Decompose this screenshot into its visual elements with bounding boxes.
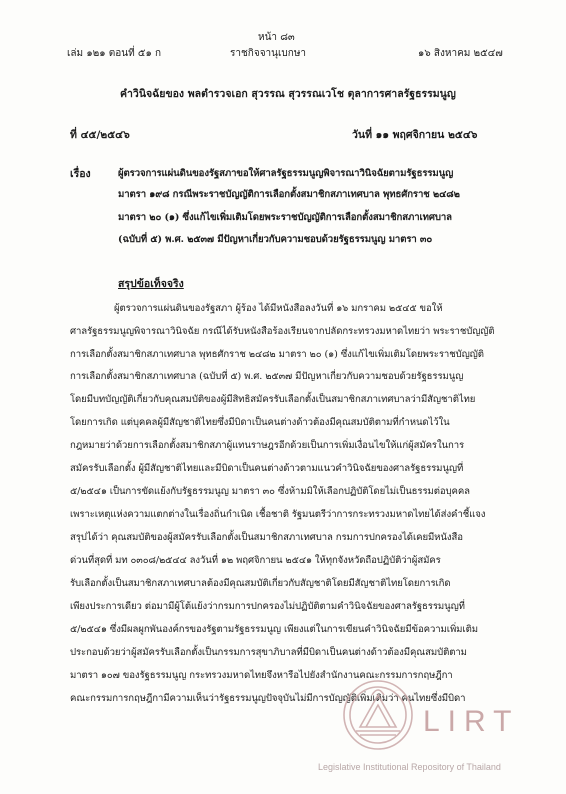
body-line: ประกอบด้วยว่าผู้สมัครรับเลือกตั้งเป็นกรรมการสุขาภิบาลที่มีบิดาเป็นคนต่างด้าวต้องมีคุณสมบัติตาม xyxy=(70,647,467,658)
body-line: การเลือกตั้งสมาชิกสภาเทศบาล พุทธศักราช ๒๔๘๒ มาตรา ๒๐ (๑) ซึ่งแก้ไขเพิ่มเติมโดยพระราชบัญญัติ xyxy=(70,349,484,360)
subject-line: ผู้ตรวจการแผ่นดินของรัฐสภาขอให้ศาลรัฐธรรมนูญพิจารณาวินิจฉัยตามรัฐธรรมนูญ xyxy=(118,168,454,179)
body-line: โดยมีบทบัญญัติเกี่ยวกับคุณสมบัติของผู้มีสิทธิสมัครรับเลือกตั้งเป็นสมาชิกสภาเทศบาลว่ามีสัญชาติไทย xyxy=(70,394,476,405)
subject-label: เรื่อง xyxy=(70,168,91,180)
body-line: เพียงประการเดียว ต่อมามีผู้โต้แย้งว่ากรมการปกครองไม่ปฏิบัติตามคำวินิจฉัยของศาลรัฐธรรมนูญที่ xyxy=(70,601,465,612)
watermark-logo-text: LIRT xyxy=(423,705,520,738)
body-line: สมัครรับเลือกตั้ง ผู้มีสัญชาติไทยและมีบิดาเป็นคนต่างด้าวตามแนวคำวินิจฉัยของศาลรัฐธรรมนูญที่ xyxy=(70,463,464,474)
body-line: ๕/๒๕๔๑ ซึ่งมีผลผูกพันองค์กรของรัฐตามรัฐธรรมนูญ เพียงแต่ในการเขียนคำวินิจฉัยมีข้อความเพิ่มเติม xyxy=(70,624,478,635)
body-line: ผู้ตรวจการแผ่นดินของรัฐสภา ผู้ร้อง ได้มีหนังสือลงวันที่ ๑๖ มกราคม ๒๕๔๕ ขอให้ xyxy=(114,303,443,314)
body-line: ๕/๒๕๔๑ เป็นการขัดแย้งกับรัฐธรรมนูญ มาตรา ๓๐ ซึ่งห้ามมิให้เลือกปฏิบัติโดยไม่เป็นธรรมต่อบุคคล xyxy=(70,486,470,497)
subject-line: มาตรา ๒๐ (๑) ซึ่งแก้ไขเพิ่มเติมโดยพระราชบัญญัติการเลือกตั้งสมาชิกสภาเทศบาล xyxy=(118,212,452,223)
body-line: รับเลือกตั้งเป็นสมาชิกสภาเทศบาลต้องมีคุณสมบัติเกี่ยวกับสัญชาติโดยมีสัญชาติไทยโดยการเกิด xyxy=(70,578,451,589)
body-line: เพราะเหตุแห่งความแตกต่างในเรื่องถิ่นกำเนิด เชื้อชาติ รัฐมนตรีว่าการกระทรวงมหาดไทยได้ส่งคำชี้แจง xyxy=(70,509,486,520)
subject-line: มาตรา ๑๙๘ กรณีพระราชบัญญัติการเลือกตั้งสมาชิกสภาเทศบาล พุทธศักราช ๒๔๘๒ xyxy=(118,189,460,200)
body-line: ศาลรัฐธรรมนูญพิจารณาวินิจฉัย กรณีได้รับหนังสือร้องเรียนจากปลัดกระทรวงมหาดไทยว่า พระราชบัญญัติ xyxy=(70,326,495,337)
decision-number: ที่ ๔๕/๒๕๔๖ xyxy=(70,129,130,141)
gazette-date: ๑๖ สิงหาคม ๒๕๔๗ xyxy=(418,48,503,59)
document-title: คำวินิจฉัยของ พลตำรวจเอก สุวรรณ สุวรรณเวโช ตุลาการศาลรัฐธรรมนูญ xyxy=(120,88,456,100)
gazette-name: ราชกิจจานุเบกษา xyxy=(230,48,307,59)
watermark-caption: Legislative Institutional Repository of Thailand xyxy=(318,762,501,772)
repository-watermark xyxy=(318,675,558,775)
body-line: โดยการเกิด แต่บุคคลผู้มีสัญชาติไทยซึ่งมีบิดาเป็นคนต่างด้าวต้องมีคุณสมบัติตามที่กำหนดไว้ใน xyxy=(70,417,450,428)
body-line: สรุปได้ว่า คุณสมบัติของผู้สมัครรับเลือกตั้งเป็นสมาชิกสภาเทศบาล กรมการปกครองได้เคยมีหนังสือ xyxy=(70,532,463,543)
parliament-seal-icon xyxy=(338,675,418,757)
section-heading: สรุปข้อเท็จจริง xyxy=(118,278,184,290)
page-number: หน้า ๘๓ xyxy=(258,32,295,43)
decision-date: วันที่ ๑๑ พฤศจิกายน ๒๕๔๖ xyxy=(352,129,478,141)
subject-line: (ฉบับที่ ๕) พ.ศ. ๒๕๓๗ มีปัญหาเกี่ยวกับความชอบด้วยรัฐธรรมนูญ มาตรา ๓๐ xyxy=(118,234,433,245)
body-line: ด่วนที่สุดที่ มท ๐๓๐๘/๒๕๔๔ ลงวันที่ ๑๒ พฤศจิกายน ๒๕๔๑ ให้ทุกจังหวัดถือปฏิบัติว่าผู้สมัคร xyxy=(70,555,441,566)
body-line: มาตรา ๑๐๗ ของรัฐธรรมนูญ กระทรวงมหาดไทยจึงหารือไปยังสำนักงานคณะกรรมการกฤษฎีกา xyxy=(70,670,453,681)
body-line: การเลือกตั้งสมาชิกสภาเทศบาล (ฉบับที่ ๕) พ.ศ. ๒๕๓๗ มีปัญหาเกี่ยวกับความชอบด้วยรัฐธรรมนูญ xyxy=(70,371,464,382)
body-line: กฎหมายว่าด้วยการเลือกตั้งสมาชิกสภาผู้แทนราษฎรอีกด้วยเป็นการเพิ่มเงื่อนไขให้แก่ผู้สมัครในการ xyxy=(70,440,465,451)
body-line: คณะกรรมการกฤษฎีกามีความเห็นว่ารัฐธรรมนูญปัจจุบันไม่มีการบัญญัติเพิ่มเติมว่า คนไทยซึ่งมีบิดา xyxy=(70,693,466,704)
volume-label: เล่ม ๑๒๑ ตอนที่ ๕๑ ก xyxy=(67,48,162,59)
